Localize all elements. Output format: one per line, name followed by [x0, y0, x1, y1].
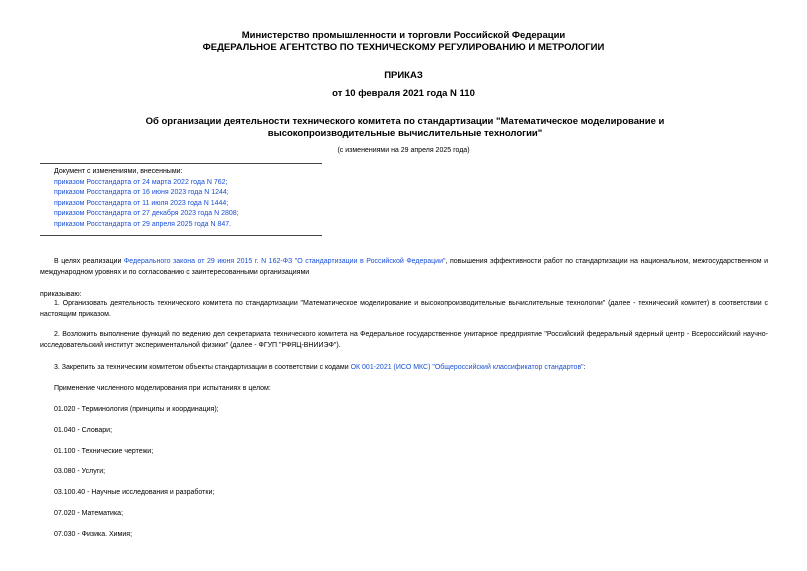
code-item: 01.040 - Словари; [54, 427, 113, 434]
p3-end: : [583, 364, 586, 371]
preamble-paragraph [40, 256, 768, 278]
section-title: Применение численного моделирования при испытаниях в целом: [54, 385, 271, 392]
code-item: 03.100.40 - Научные исследования и разработки; [54, 489, 215, 496]
code-item: 07.020 - Математика; [54, 510, 124, 517]
changes-block [40, 163, 322, 236]
agency-heading: ФЕДЕРАЛЬНОЕ АГЕНТСТВО ПО ТЕХНИЧЕСКОМУ РЕГУЛИРОВАНИЮ И МЕТРОЛОГИИ [202, 42, 605, 53]
change-link-3[interactable]: приказом Росстандарта от 11 июля 2023 года N 1444; [54, 199, 229, 207]
preamble-start: В целях реализации [54, 258, 124, 265]
code-item: 01.020 - Терминология (принципы и координация); [54, 406, 219, 413]
preamble-end: , повышения эффективности работ по стандартизации на национальном, межгосударственном и международном уровнях и по согласованию с заинтересованными организациями [40, 258, 769, 276]
change-link-2[interactable]: приказом Росстандарта от 16 июня 2023 года N 1244; [54, 189, 229, 197]
changes-intro: Документ с изменениями, внесенными: [54, 168, 183, 175]
paragraph-1: 1. Организовать деятельность технического комитета по стандартизации "Математическое моделирование и высокопроизводительные вычислительные технологии" (далее - технический комитет) в соответствии с настоящим приказом. [40, 300, 768, 318]
order-word: приказываю: [40, 291, 82, 298]
p3-start: 3. Закрепить за техническим комитетом объекты стандартизации в соответствии с кодами [54, 364, 351, 371]
federal-law-link[interactable]: Федерального закона от 29 июня 2015 г. N 162-ФЗ "О стандартизации в Российской Федерации" [123, 258, 446, 265]
code-item: 07.030 - Физика. Химия; [54, 531, 133, 538]
change-link-4[interactable]: приказом Росстандарта от 27 декабря 2023 года N 2808; [54, 210, 239, 218]
code-item: 03.080 - Услуги; [54, 468, 106, 475]
ministry-heading: Министерство промышленности и торговли Российской Федерации [241, 30, 566, 41]
date-number-heading: от 10 февраля 2021 года N 110 [332, 88, 475, 99]
document-title: Об организации деятельности технического комитета по стандартизации "Математическое моделирование и высокопроизводительные вычислительные технологии" [145, 116, 665, 139]
classifier-link[interactable]: ОК 001-2021 (ИСО МКС) "Общероссийский классификатор стандартов" [350, 364, 584, 371]
change-link-1[interactable]: приказом Росстандарта от 24 марта 2022 года N 762; [54, 178, 228, 186]
doc-type-heading: ПРИКАЗ [384, 70, 423, 81]
paragraph-2: 2. Возложить выполнение функций по ведению дел секретариата технического комитета на Федеральное государственное унитарное предприятие "Российский федеральный ядерный центр - Всероссийский научно-исследовательский институт экспериментальной физики" (далее - ФГУП "РФЯЦ-ВНИИЭФ"). [40, 331, 768, 349]
edition-note: (с изменениями на 29 апреля 2025 года) [337, 147, 470, 154]
paragraph-3 [40, 362, 768, 373]
code-item: 01.100 - Технические чертежи; [54, 448, 154, 455]
change-link-5[interactable]: приказом Росстандарта от 29 апреля 2025 года N 847. [54, 220, 232, 228]
